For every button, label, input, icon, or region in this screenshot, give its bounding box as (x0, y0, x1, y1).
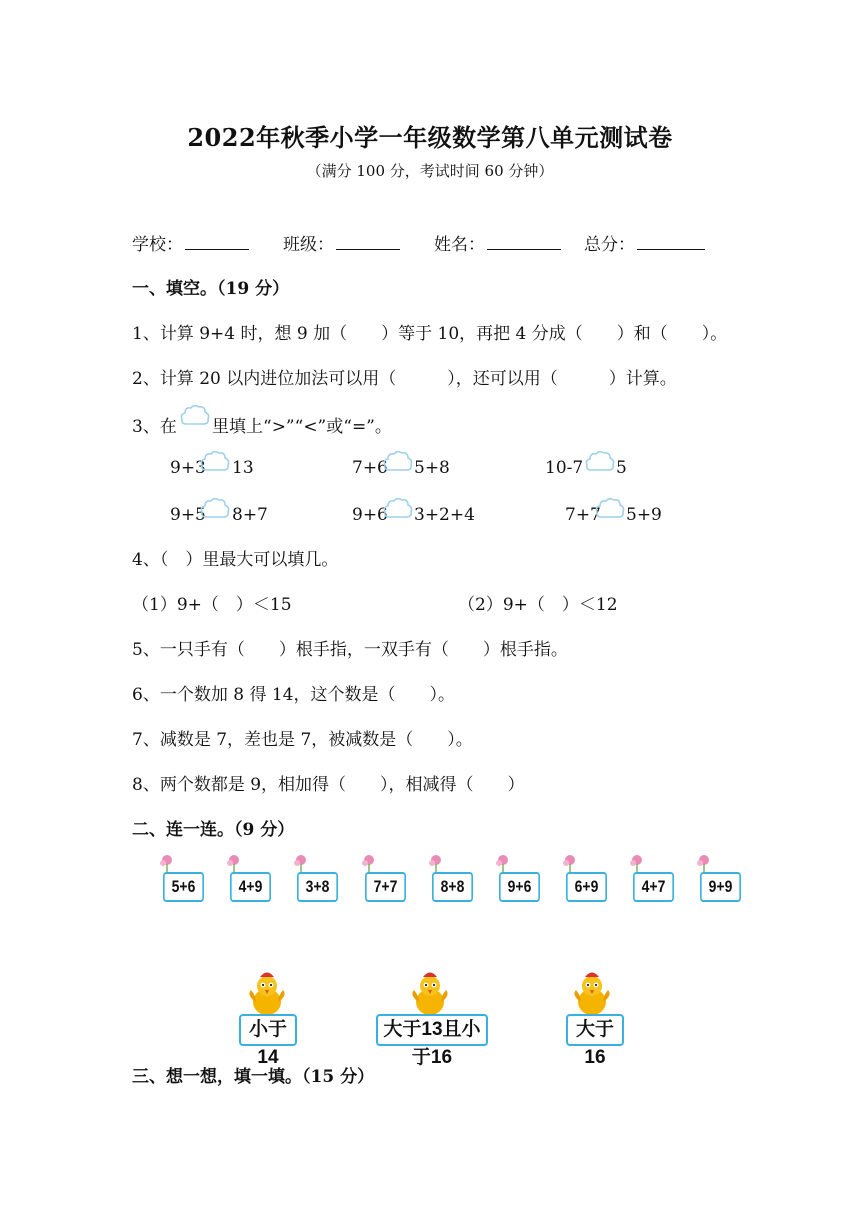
compare-left: 10-7 (545, 458, 584, 478)
compare-right: 5 (616, 458, 627, 478)
bird-icon (247, 968, 287, 1018)
flower-icon (628, 853, 646, 873)
section-2-heading: 二、连一连。（9 分） (132, 820, 295, 840)
compare-right: 5+9 (626, 505, 662, 525)
category-card[interactable]: 大于16 (566, 1014, 624, 1046)
flower-icon (292, 853, 310, 873)
flower-icon (561, 853, 579, 873)
section-3-heading: 三、想一想，填一填。（15 分） (132, 1067, 375, 1087)
cloud-icon (180, 404, 210, 428)
expression-card[interactable]: 9+9 (700, 872, 741, 902)
compare-left: 7+7 (565, 505, 601, 525)
class-field[interactable] (283, 230, 400, 255)
question-3-suffix: 里填上“>”“<”或“=”。 (212, 417, 392, 437)
compare-right: 3+2+4 (414, 505, 475, 525)
bird-icon (410, 968, 450, 1018)
question-5: 5、一只手有（ ）根手指，一双手有（ ）根手指。 (132, 640, 568, 660)
total-blank[interactable] (637, 231, 705, 250)
flower-icon (360, 853, 378, 873)
cloud-icon[interactable] (200, 497, 230, 521)
category-card[interactable]: 大于13且小于16 (376, 1014, 488, 1046)
page-subtitle: （满分 100 分，考试时间 60 分钟） (306, 162, 554, 180)
class-label: 班级： (283, 235, 334, 255)
flower-icon (427, 853, 445, 873)
section-1-heading: 一、填空。（19 分） (132, 279, 290, 299)
question-2: 2、计算 20 以内进位加法可以用（ ），还可以用（ ）计算。 (132, 369, 677, 389)
school-blank[interactable] (185, 231, 249, 250)
flower-icon (695, 853, 713, 873)
category-card[interactable]: 小于14 (239, 1014, 297, 1046)
expression-card[interactable]: 5+6 (163, 872, 204, 902)
question-3-prefix: 3、在 (132, 417, 177, 437)
cloud-icon[interactable] (383, 450, 413, 474)
compare-right: 13 (232, 458, 254, 478)
cloud-icon[interactable] (383, 497, 413, 521)
expression-card[interactable]: 8+8 (432, 872, 473, 902)
total-label: 总分： (584, 235, 635, 255)
class-blank[interactable] (336, 231, 400, 250)
flower-icon (225, 853, 243, 873)
cloud-icon[interactable] (585, 450, 615, 474)
expression-card[interactable]: 4+9 (230, 872, 271, 902)
expression-card[interactable]: 6+9 (566, 872, 607, 902)
cloud-icon[interactable] (595, 497, 625, 521)
expression-card[interactable]: 4+7 (633, 872, 674, 902)
name-label: 姓名： (434, 235, 485, 255)
school-field[interactable] (132, 230, 249, 255)
flower-icon (158, 853, 176, 873)
name-blank[interactable] (487, 231, 561, 250)
question-8: 8、两个数都是 9，相加得（ ），相减得（ ） (132, 775, 525, 795)
name-field[interactable] (434, 230, 561, 255)
question-7: 7、减数是 7，差也是 7，被减数是（ ）。 (132, 730, 473, 750)
cloud-icon[interactable] (200, 450, 230, 474)
expression-card[interactable]: 7+7 (365, 872, 406, 902)
question-1: 1、计算 9+4 时，想 9 加（ ）等于 10，再把 4 分成（ ）和（ ）。 (132, 324, 728, 344)
compare-right: 5+8 (414, 458, 450, 478)
page-title: 2022年秋季小学一年级数学第八单元测试卷 (187, 123, 673, 152)
question-4-1: （1）9+（ ）＜15 (132, 595, 292, 615)
compare-left: 9+5 (170, 505, 206, 525)
bird-icon (572, 968, 612, 1018)
total-field[interactable] (584, 230, 705, 255)
school-label: 学校： (132, 235, 183, 255)
flower-icon (494, 853, 512, 873)
question-4-2: （2）9+（ ）＜12 (458, 595, 618, 615)
expression-card[interactable]: 9+6 (499, 872, 540, 902)
compare-left: 9+6 (352, 505, 388, 525)
expression-card[interactable]: 3+8 (297, 872, 338, 902)
compare-right: 8+7 (232, 505, 268, 525)
compare-left: 9+3 (170, 458, 206, 478)
compare-left: 7+6 (352, 458, 388, 478)
question-6: 6、一个数加 8 得 14，这个数是（ ）。 (132, 685, 455, 705)
question-4: 4、（ ）里最大可以填几。 (132, 550, 339, 570)
